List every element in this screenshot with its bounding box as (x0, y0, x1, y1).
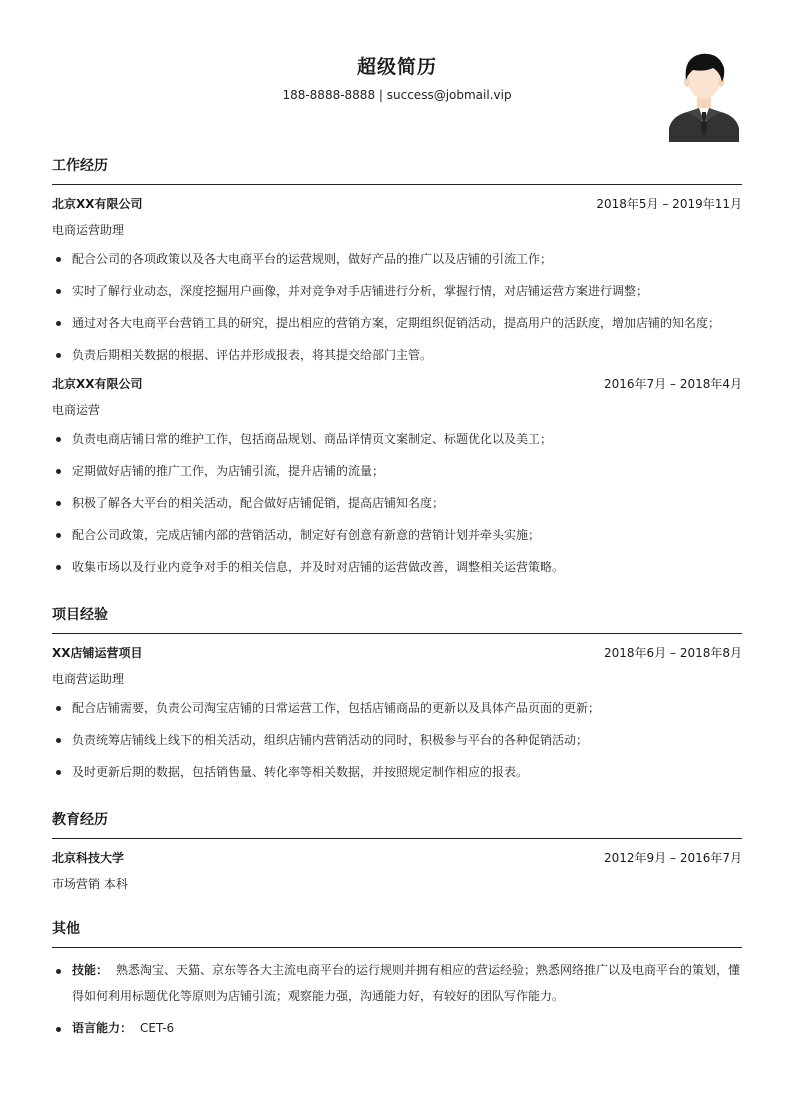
candidate-name: 超级简历 (356, 56, 437, 78)
job-title: 电商运营助理 (52, 223, 125, 237)
work-entry (52, 371, 742, 583)
school-name: 北京科技大学 (52, 851, 125, 865)
list-item: 配合公司政策，完成店铺内部的营销活动，制定好有创意有新意的营销计划并牵头实施； (52, 519, 742, 551)
contact-line: 188-8888-8888 | success@jobmail.vip (282, 88, 512, 102)
businessman-avatar-icon (669, 50, 739, 142)
section-title-work: 工作经历 (52, 148, 742, 185)
list-item (52, 954, 742, 1012)
section-title-projects: 项目经验 (52, 597, 742, 634)
education-entry (52, 845, 742, 897)
list-item: 配合公司的各项政策以及各大电商平台的运营规则，做好产品的推广以及店铺的引流工作； (52, 243, 742, 275)
company-name: 北京XX有限公司 (52, 197, 143, 211)
language-label: 语言能力： (72, 1021, 133, 1035)
language-text: CET-6 (140, 1021, 175, 1035)
list-item: 负责后期相关数据的根据、评估并形成报表，将其提交给部门主管。 (52, 339, 742, 371)
resume-header (52, 0, 742, 148)
projects-section (52, 597, 742, 788)
section-title-other: 其他 (52, 911, 742, 948)
job-title: 电商运营 (52, 403, 101, 417)
date-range: 2018年5月 – 2019年11月 (596, 197, 742, 211)
project-role: 电商营运助理 (52, 672, 125, 686)
list-item: 定期做好店铺的推广工作，为店铺引流，提升店铺的流量； (52, 455, 742, 487)
list-item (52, 1012, 742, 1044)
date-range: 2018年6月 – 2018年8月 (604, 646, 742, 660)
skills-label: 技能： (72, 963, 109, 977)
list-item: 积极了解各大平台的相关活动，配合做好店铺促销，提高店铺知名度； (52, 487, 742, 519)
project-name: XX店铺运营项目 (52, 646, 143, 660)
section-title-education: 教育经历 (52, 802, 742, 839)
list-item: 负责统筹店铺线上线下的相关活动，组织店铺内营销活动的同时，积极参与平台的各种促销活动； (52, 724, 742, 756)
education-section (52, 802, 742, 897)
list-item: 及时更新后期的数据，包括销售量、转化率等相关数据，并按照规定制作相应的报表。 (52, 756, 742, 788)
date-range: 2012年9月 – 2016年7月 (604, 851, 742, 865)
resume-page (52, 0, 742, 1044)
list-item: 配合店铺需要，负责公司淘宝店铺的日常运营工作，包括店铺商品的更新以及具体产品页面的更新； (52, 692, 742, 724)
project-entry (52, 640, 742, 788)
list-item: 收集市场以及行业内竞争对手的相关信息，并及时对店铺的运营做改善，调整相关运营策略。 (52, 551, 742, 583)
list-item: 通过对各大电商平台营销工具的研究，提出相应的营销方案，定期组织促销活动，提高用户的活跃度，增加店铺的知名度； (52, 307, 742, 339)
skills-text: 熟悉淘宝、天猫、京东等各大主流电商平台的运行规则并拥有相应的营运经验；熟悉网络推广以及电商平台的策划，懂得如何利用标题优化等原则为店铺引流；观察能力强，沟通能力好，有较好的团队写作能力。 (72, 963, 741, 1003)
date-range: 2016年7月 – 2018年4月 (604, 377, 742, 391)
other-section (52, 911, 742, 1044)
degree: 市场营销 本科 (52, 877, 128, 891)
work-entry (52, 191, 742, 371)
work-section (52, 148, 742, 583)
company-name: 北京XX有限公司 (52, 377, 143, 391)
list-item: 实时了解行业动态，深度挖掘用户画像，并对竞争对手店铺进行分析，掌握行情，对店铺运营方案进行调整； (52, 275, 742, 307)
list-item: 负责电商店铺日常的维护工作，包括商品规划、商品详情页文案制定、标题优化以及美工； (52, 423, 742, 455)
